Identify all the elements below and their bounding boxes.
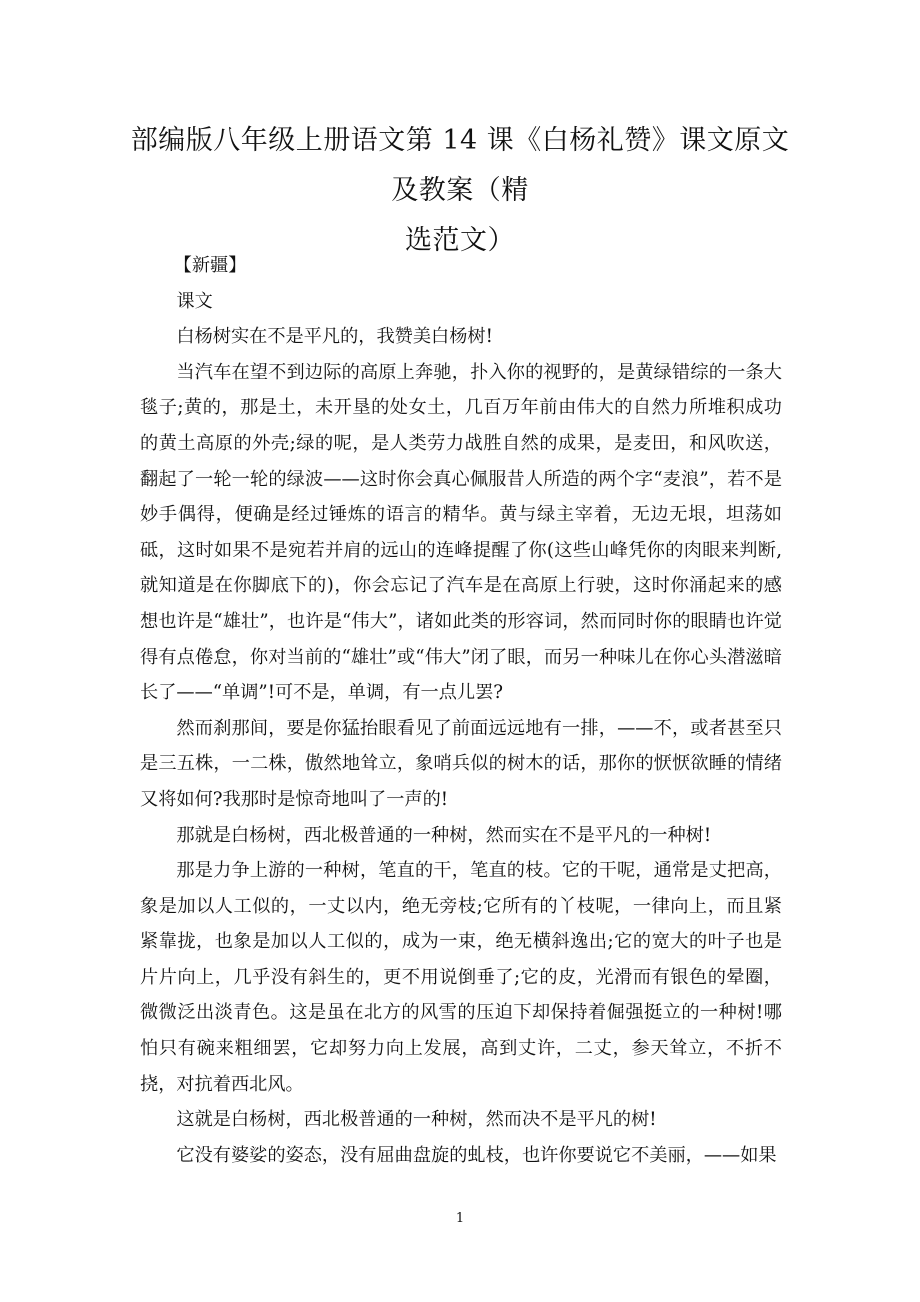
title-line-2: 选范文） (405, 225, 515, 256)
paragraph: 白杨树实在不是平凡的，我赞美白杨树! (176, 326, 493, 348)
paragraph: 当汽车在望不到边际的高原上奔驰，扑入你的视野的，是黄绿错综的一条大毯子;黄的，那是土，未开垦的处女土，几百万年前由伟大的自然力所堆积成功的黄土高原的外壳;绿的呢，是人类劳力战胜自然的成果，是麦田，和风吹送，翻起了一轮一轮的绿波——这时你会真心佩服昔人所造的两个字“麦浪”，若不是妙手偶得，便确是经过锤炼的语言的精华。黄与绿主宰着，无边无垠，坦荡如砥，这时如果不是宛若并肩的远山的连峰提醒了你(这些山峰凭你的肉眼来判断,就知道是在你脚底下的)，你会忘记了汽车是在高原上行驶，这时你涌起来的感想也许是“雄壮”，也许是“伟大”，诸如此类的形容词，然而同时你的眼睛也许觉得有点倦怠，你对当前的“雄壮”或“伟大”闭了眼，而另一种味儿在你心头潜滋暗长了——“单调”!可不是，单调，有一点儿罢? (140, 361, 782, 704)
paragraph: 它没有婆娑的姿态，没有屈曲盘旋的虬枝，也许你要说它不美丽，——如果 (176, 1144, 777, 1166)
document-title (120, 116, 800, 266)
paragraph: 这就是白杨树，西北极普通的一种树，然而决不是平凡的树! (176, 1109, 657, 1131)
document-body (140, 248, 782, 1173)
paragraph: 然而刹那间，要是你猛抬眼看见了前面远远地有一排，——不，或者甚至只是三五株，一二株，傲然地耸立，象哨兵似的树木的话，那你的恹恹欲睡的情绪又将如何?我那时是惊奇地叫了一声的! (140, 717, 782, 810)
page-number: 1 (455, 1211, 465, 1226)
section-tag: 【新疆】 (173, 255, 247, 276)
section-label: 课文 (176, 290, 213, 312)
paragraph: 那是力争上游的一种树，笔直的干，笔直的枝。它的干呢，通常是丈把高，象是加以人工似的，一丈以内，绝无旁枝;它所有的丫枝呢，一律向上，而且紧紧靠拢，也象是加以人工似的，成为一束，绝无横斜逸出;它的宽大的叶子也是片片向上，几乎没有斜生的，更不用说倒垂了;它的皮，光滑而有银色的晕圈，微微泛出淡青色。这是虽在北方的风雪的压迫下却保持着倔强挺立的一种树!哪怕只有碗来粗细罢，它却努力向上发展，高到丈许，二丈，参天耸立，不折不挠，对抗着西北风。 (140, 860, 782, 1095)
title-line-1: 部编版八年级上册语文第 14 课《白杨礼赞》课文原文及教案（精 (130, 125, 790, 206)
paragraph: 那就是白杨树，西北极普通的一种树，然而实在不是平凡的一种树! (176, 824, 712, 846)
